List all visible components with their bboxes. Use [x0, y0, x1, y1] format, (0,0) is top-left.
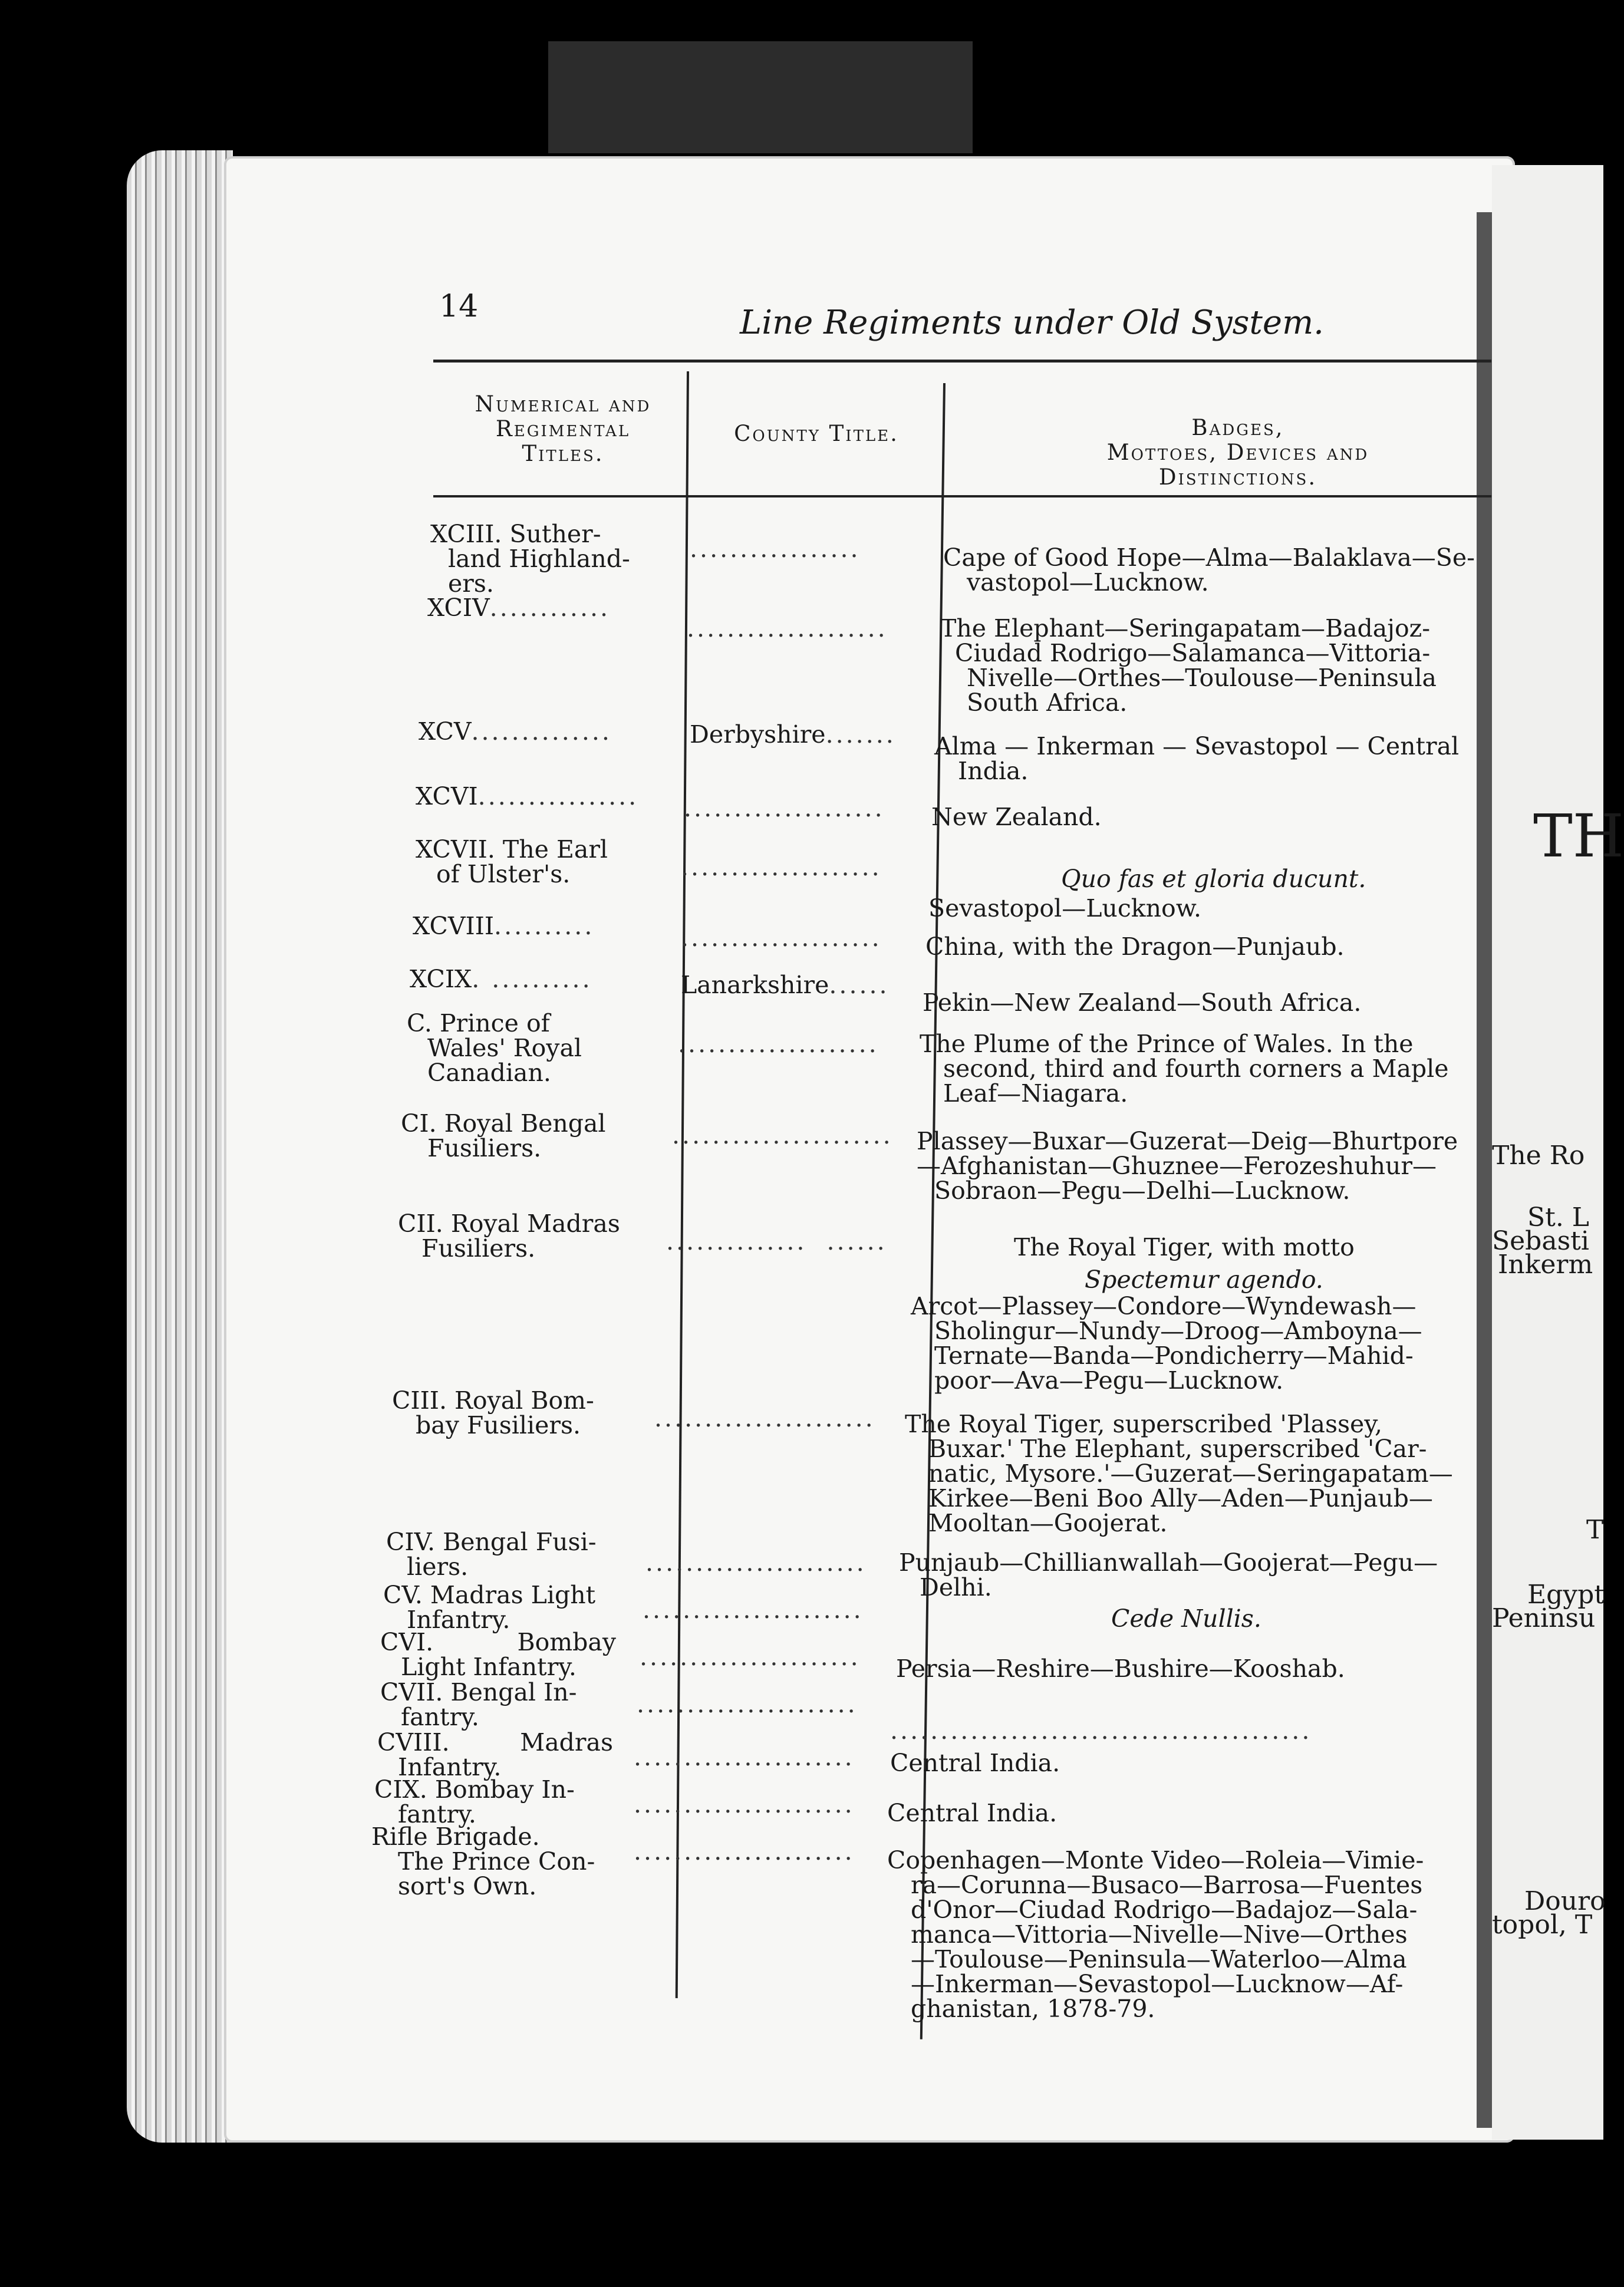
- distinction-line: Buxar.' The Elephant, superscribed 'Car-: [928, 1435, 1427, 1463]
- county-leader-dots: ......................: [637, 1690, 858, 1718]
- distinction-line: second, third and fourth corners a Maple: [943, 1054, 1449, 1083]
- facing-page-text: Sebasti: [1492, 1226, 1589, 1256]
- title-line: XCIV: [427, 594, 490, 622]
- county-leader-dots: .............. ......: [666, 1227, 887, 1255]
- table-row-title: XCIX. ..........: [410, 965, 592, 993]
- table-row-distinctions: [923, 990, 1488, 1015]
- table-row-title: [380, 1630, 640, 1679]
- table-row-distinctions: [887, 1848, 1453, 2021]
- header-line: Distinctions.: [1158, 464, 1317, 490]
- facing-page-text: topol, T: [1492, 1910, 1593, 1940]
- title-line: CI. Royal Bengal: [401, 1109, 606, 1138]
- table-row-distinctions: [896, 1656, 1462, 1681]
- distinction-line: Persia—Reshire—Bushire—Kooshab.: [896, 1655, 1345, 1683]
- book-page-edges: [127, 150, 233, 2143]
- county-leader-dots: ......................: [643, 1596, 864, 1624]
- header-county-title: County Title.: [734, 421, 899, 446]
- title-line: CV. Madras Light: [383, 1581, 596, 1609]
- title-line: Fusiliers.: [421, 1234, 536, 1263]
- table-row-title: XCVI................: [416, 782, 639, 810]
- page-number: 14: [439, 289, 479, 324]
- distinction-line: poor—Ava—Pegu—Lucknow.: [934, 1366, 1284, 1395]
- title-line: XCV: [419, 717, 472, 746]
- header-line: Regimental: [495, 416, 631, 441]
- county-leader-dots: ......................: [645, 1548, 867, 1577]
- distinction-line: Plassey—Buxar—Guzerat—Deig—Bhurtpore: [917, 1127, 1458, 1155]
- title-line: CIV. Bengal Fusi-: [386, 1528, 597, 1556]
- distinction-line: ra—Corunna—Busaco—Barrosa—Fuentes: [911, 1871, 1423, 1899]
- table-row-distinctions: [887, 1801, 1453, 1825]
- table-row-distinctions: [928, 896, 1494, 921]
- table-row-distinctions: [920, 1032, 1485, 1106]
- title-line: The Prince Con-: [398, 1847, 595, 1876]
- table-row-title: [386, 1530, 645, 1579]
- distinction-line: The Royal Tiger, superscribed 'Plassey,: [905, 1410, 1383, 1438]
- title-line: XCIX: [410, 965, 472, 993]
- county-leader-dots: ....................: [687, 614, 888, 642]
- title-line: Fusiliers.: [427, 1134, 542, 1162]
- distinction-line: Cape of Good Hope—Alma—Balaklava—Se-: [943, 543, 1475, 572]
- distinction-line: Kirkee—Beni Boo Ally—Aden—Punjaub—: [928, 1484, 1433, 1512]
- table-row-title: XCVIII..........: [413, 912, 595, 940]
- county-leader-dots: ......................: [640, 1643, 861, 1671]
- distinction-line: South Africa.: [967, 688, 1128, 717]
- title-line: fantry.: [401, 1703, 479, 1731]
- facing-page-text: The Ro: [1492, 1141, 1585, 1171]
- table-row-county: Lanarkshire......: [681, 971, 890, 999]
- distinction-line: Sholingur—Nundy—Droog—Amboyna—: [934, 1317, 1422, 1345]
- title-line: Light Infantry.: [401, 1653, 577, 1681]
- distinction-line: The Elephant—Seringapatam—Badajoz-: [940, 614, 1431, 642]
- county-leader-dots: ......................: [634, 1837, 855, 1866]
- table-row-distinctions: [890, 1751, 1456, 1775]
- distinction-line: vastopol—Lucknow.: [967, 568, 1209, 597]
- header-line: Titles.: [522, 441, 604, 466]
- table-row-title: [383, 1583, 643, 1632]
- title-line: sort's Own.: [398, 1872, 537, 1900]
- distinction-line: Arcot—Plassey—Condore—Wyndewash—: [911, 1292, 1417, 1320]
- table-row-distinctions: [940, 616, 1506, 715]
- distinction-line: Copenhagen—Monte Video—Roleia—Vimie-: [887, 1846, 1424, 1874]
- distinction-line: Nivelle—Orthes—Toulouse—Peninsula: [967, 664, 1437, 692]
- table-row-title: [371, 1824, 631, 1899]
- distinction-line: Mooltan—Goojerat.: [928, 1509, 1168, 1537]
- title-line: C. Prince of: [407, 1009, 550, 1037]
- table-row-title: [430, 522, 672, 596]
- scan-background: [548, 41, 973, 153]
- title-line: CIX. Bombay In-: [374, 1775, 575, 1804]
- table-row-distinctions: [899, 1550, 1465, 1600]
- distinction-line: Delhi.: [920, 1573, 992, 1601]
- title-line: Canadian.: [427, 1059, 551, 1087]
- running-head: Line Regiments under Old System.: [740, 304, 1324, 342]
- distinction-line: —Toulouse—Peninsula—Waterloo—Alma: [911, 1945, 1407, 1973]
- distinction-line: Leaf—Niagara.: [943, 1079, 1128, 1108]
- distinction-line: Ciudad Rodrigo—Salamanca—Vittoria-: [955, 639, 1431, 667]
- facing-page-text: Egypt: [1527, 1580, 1605, 1610]
- distinction-line: natic, Mysore.'—Guzerat—Seringapatam—: [928, 1459, 1453, 1488]
- title-line: land Highland-: [448, 545, 630, 573]
- title-line: XCVI: [416, 782, 478, 810]
- title-line: CIII. Royal Bom-: [392, 1386, 594, 1415]
- distinction-line: Sobraon—Pegu—Delhi—Lucknow.: [934, 1177, 1350, 1205]
- title-line: XCVIII: [413, 912, 495, 940]
- title-line: XCVII. The Earl: [416, 835, 608, 864]
- title-line: CVI. Bombay: [380, 1628, 616, 1656]
- county-leader-dots: ....................: [681, 924, 882, 952]
- distinction-line: Alma — Inkerman — Sevastopol — Central: [934, 732, 1460, 760]
- table-row-distinctions: [925, 934, 1491, 959]
- table-row-title: [377, 1730, 619, 1779]
- county-leader-dots: ....................: [684, 794, 885, 822]
- title-line: XCIII. Suther-: [430, 520, 601, 548]
- facing-page-text: T: [1586, 1515, 1604, 1545]
- county-leader-dots: ....................: [681, 853, 882, 881]
- distinction-line: Sevastopol—Lucknow.: [928, 894, 1201, 922]
- header-numerical-titles: [448, 392, 678, 466]
- title-line: Rifle Brigade.: [371, 1823, 540, 1851]
- title-line: liers.: [407, 1553, 469, 1581]
- distinction-line: Pekin—New Zealand—South Africa.: [923, 988, 1362, 1017]
- distinction-line: Central India.: [890, 1749, 1060, 1777]
- county-leader-dots: ....................: [678, 1030, 879, 1058]
- header-bottom-rule: [433, 495, 1491, 497]
- regimental-motto: Spectemur agendo.: [1085, 1266, 1323, 1294]
- table-row-title: XCIV............: [427, 594, 611, 622]
- distinction-line: d'Onor—Ciudad Rodrigo—Badajoz—Sala-: [911, 1896, 1418, 1924]
- table-row-distinctions: [934, 734, 1500, 783]
- table-row-title: [380, 1680, 640, 1729]
- table-row-title: [416, 837, 675, 887]
- distinction-line: Central India.: [887, 1799, 1058, 1827]
- table-row-title: [374, 1777, 634, 1827]
- table-row-county: Derbyshire.......: [690, 720, 896, 749]
- title-line: Infantry.: [407, 1606, 510, 1634]
- title-line: bay Fusiliers.: [416, 1411, 581, 1439]
- table-row-distinctions: [917, 1129, 1483, 1203]
- regimental-motto: Cede Nullis.: [1111, 1604, 1261, 1633]
- table-row-title: [392, 1388, 651, 1438]
- county-leader-dots: ......................: [654, 1404, 875, 1432]
- title-line: CVIII. Madras: [377, 1728, 613, 1757]
- title-line: CII. Royal Madras: [398, 1210, 620, 1238]
- header-line: Mottoes, Devices and: [1106, 440, 1369, 465]
- title-line: CVII. Bengal In-: [380, 1678, 577, 1706]
- regimental-emblem: The Royal Tiger, with motto: [1014, 1233, 1355, 1261]
- facing-page-text: Douro: [1524, 1886, 1606, 1916]
- distinctions-leader-dots: ..........................................: [890, 1716, 1312, 1745]
- distinction-line: —Afghanistan—Ghuznee—Ferozeshuhur—: [917, 1152, 1437, 1180]
- distinction-line: The Plume of the Prince of Wales. In the: [920, 1030, 1414, 1058]
- header-badges: [1032, 416, 1444, 490]
- county-leader-dots: ......................: [634, 1743, 855, 1771]
- table-row-title: XCV..............: [419, 717, 612, 746]
- distinction-line: manca—Vittoria—Nivelle—Nive—Orthes: [911, 1920, 1408, 1949]
- distinction-line: China, with the Dragon—Punjaub.: [925, 932, 1345, 961]
- county-name: Lanarkshire: [681, 971, 829, 999]
- county-name: Derbyshire: [690, 720, 826, 749]
- table-row-title: [398, 1211, 657, 1261]
- regimental-motto: Quo fas et gloria ducunt.: [1061, 865, 1366, 893]
- table-row-distinctions: [931, 805, 1497, 829]
- distinction-line: Punjaub—Chillianwallah—Goojerat—Pegu—: [899, 1548, 1438, 1577]
- county-leader-dots: .................: [690, 535, 861, 563]
- table-row-distinctions: [943, 545, 1509, 595]
- county-leader-dots: ......................: [634, 1790, 855, 1818]
- title-line: of Ulster's.: [436, 860, 571, 888]
- facing-page-text: Inkerm: [1498, 1250, 1593, 1280]
- header-line: Numerical and: [475, 391, 651, 417]
- county-leader-dots: ......................: [672, 1121, 893, 1149]
- facing-page-fragment: [1492, 165, 1624, 2140]
- table-row-title: [407, 1011, 648, 1085]
- distinction-line: India.: [958, 757, 1029, 785]
- facing-page-heading: TH: [1533, 802, 1624, 871]
- facing-page-text: Peninsu: [1492, 1603, 1596, 1633]
- header-top-rule: [433, 360, 1491, 363]
- distinction-line: New Zealand.: [931, 803, 1102, 831]
- distinction-line: —Inkerman—Sevastopol—Lucknow—Af-: [911, 1970, 1404, 1998]
- distinction-line: ghanistan, 1878-79.: [911, 1995, 1155, 2023]
- distinction-line: Ternate—Banda—Pondicherry—Mahid-: [934, 1342, 1414, 1370]
- header-line: Badges,: [1191, 415, 1284, 440]
- facing-page-text: St. L: [1527, 1202, 1590, 1233]
- table-row-distinctions: [905, 1412, 1471, 1535]
- title-line: fantry.: [398, 1800, 476, 1828]
- title-line: ers.: [448, 569, 494, 598]
- title-line: Infantry.: [398, 1753, 502, 1781]
- table-row-distinctions: [911, 1294, 1477, 1393]
- title-line: Wales' Royal: [427, 1034, 582, 1062]
- table-row-title: [401, 1111, 660, 1161]
